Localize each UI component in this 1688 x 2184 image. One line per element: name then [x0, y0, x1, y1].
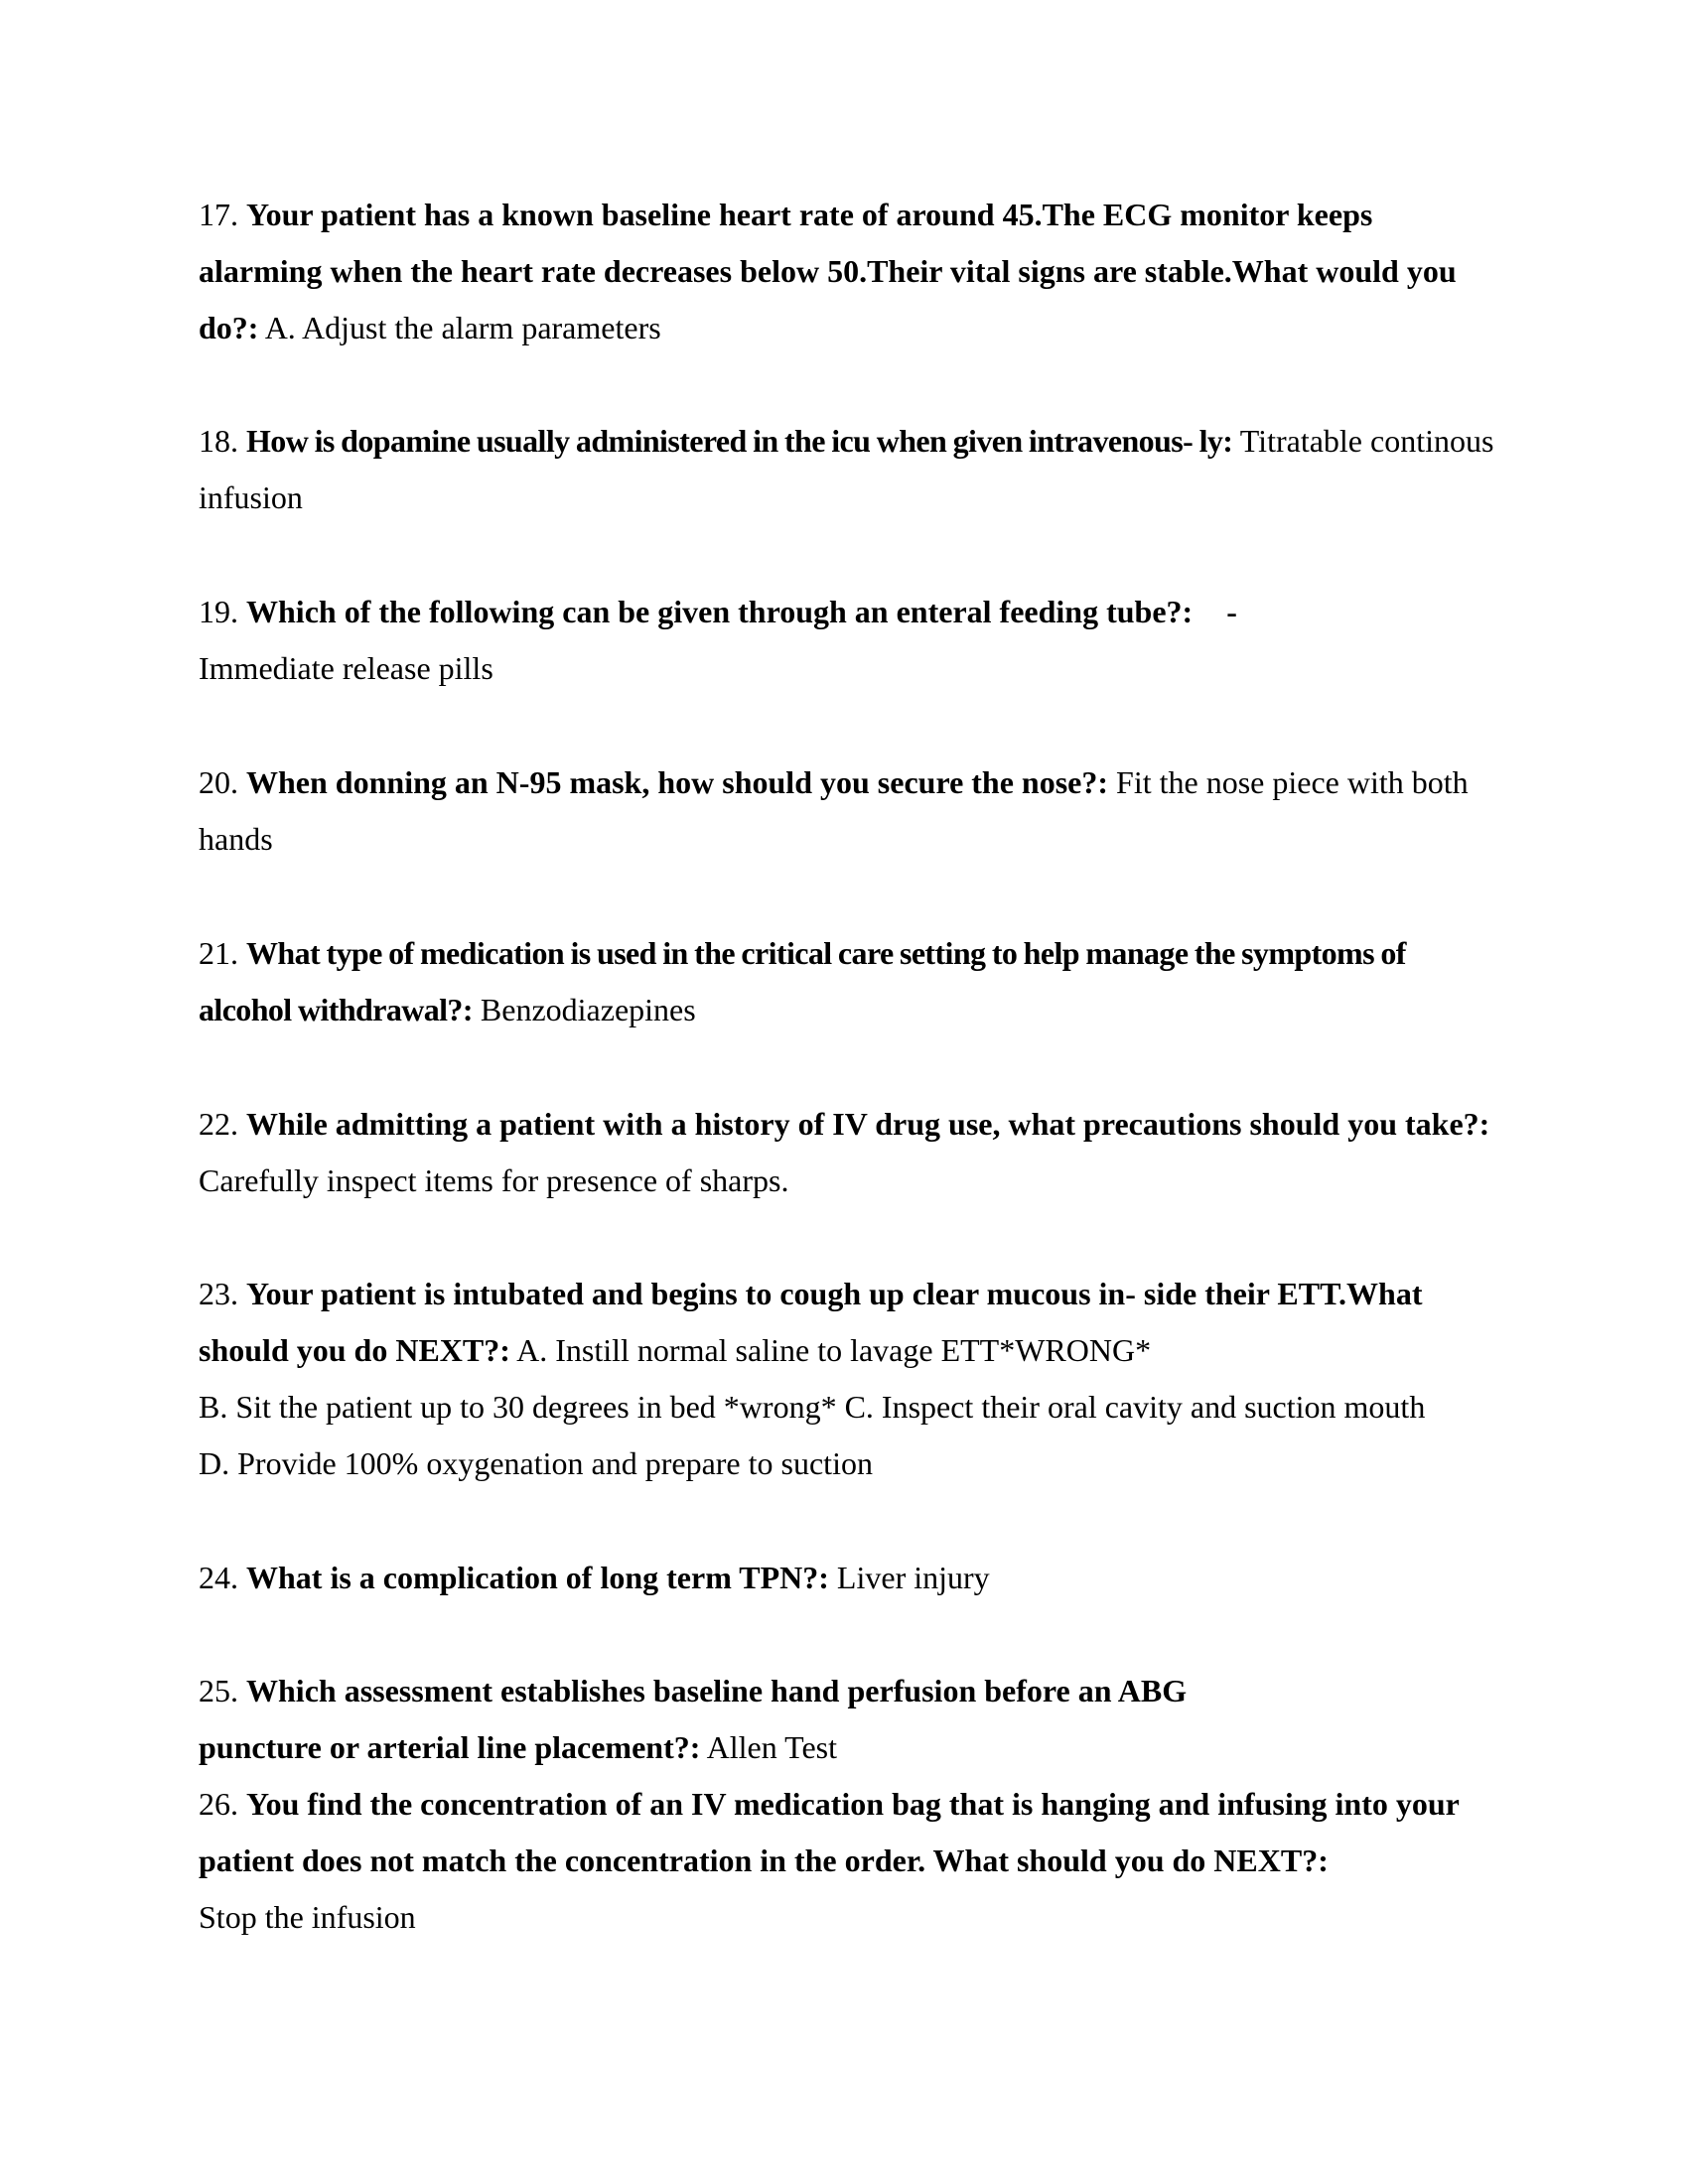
question-text: While admitting a patient with a history of IV drug use, what precautions should you take?:	[246, 1106, 1490, 1142]
answer-option-a: A. Instill normal saline to lavage ETT*WRONG*	[516, 1332, 1152, 1368]
question-number: 23.	[199, 1276, 238, 1311]
answer-text: Stop the infusion	[199, 1899, 416, 1935]
question-number: 25.	[199, 1673, 238, 1708]
question-number: 22.	[199, 1106, 238, 1142]
answer-text: Fit the nose piece with both hands	[199, 764, 1469, 857]
question-item-26	[199, 1776, 1499, 1946]
question-text: When donning an N-95 mask, how should you secure the nose?:	[246, 764, 1109, 800]
question-item-22	[199, 1096, 1499, 1209]
question-number: 19.	[199, 594, 238, 629]
question-text: Which of the following can be given through an enteral feeding tube?:	[246, 594, 1194, 629]
question-text-line-2: puncture or arterial line placement?:	[199, 1729, 701, 1765]
answer-text: Benzodiazepines	[480, 992, 696, 1027]
answer-text: Liver injury	[836, 1560, 990, 1595]
question-text: How is dopamine usually administered in the icu when given intravenous- ly:	[246, 423, 1233, 459]
question-item-19	[199, 584, 1499, 697]
answer-option-b-c: B. Sit the patient up to 30 degrees in bed *wrong* C. Inspect their oral cavity and suction mouth	[199, 1389, 1426, 1425]
question-item-23	[199, 1266, 1499, 1492]
answer-text: Titratable continous infusion	[199, 423, 1494, 515]
question-number: 20.	[199, 764, 238, 800]
question-number: 17.	[199, 197, 238, 232]
answer-text: Allen Test	[706, 1729, 837, 1765]
question-item-24	[199, 1550, 1499, 1606]
question-number: 21.	[199, 935, 238, 971]
question-number: 18.	[199, 423, 238, 459]
question-text: What is a complication of long term TPN?:	[246, 1560, 829, 1595]
answer-text: Immediate release pills	[199, 650, 493, 686]
question-text: What type of medication is used in the critical care setting to help manage the symptoms of alcohol withdrawal?:	[199, 935, 1406, 1027]
answer-text: Carefully inspect items for presence of sharps.	[199, 1162, 789, 1198]
question-text: Your patient has a known baseline heart rate of around 45.The ECG monitor keeps alarming when the heart rate decreases below 50.Their vital signs are stable.What would you do?:	[199, 197, 1457, 345]
question-item-21	[199, 925, 1499, 1038]
question-text-line-1: Which assessment establishes baseline hand perfusion before an ABG	[246, 1673, 1188, 1708]
answer-option-d: D. Provide 100% oxygenation and prepare to suction	[199, 1445, 873, 1481]
question-item-17	[199, 187, 1499, 356]
question-item-18	[199, 413, 1499, 526]
question-number: 24.	[199, 1560, 238, 1595]
question-text: You find the concentration of an IV medication bag that is hanging and infusing into your patient does not match the concentration in the order. What should you do NEXT?:	[199, 1786, 1460, 1878]
question-item-20	[199, 754, 1499, 868]
question-number: 26.	[199, 1786, 238, 1822]
answer-dash: -	[1226, 594, 1237, 629]
answer-text: A. Adjust the alarm parameters	[264, 310, 661, 345]
question-text: Your patient is intubated and begins to cough up clear mucous in- side their ETT.What should you do NEXT?:	[199, 1276, 1423, 1368]
question-item-25	[199, 1663, 1499, 1776]
